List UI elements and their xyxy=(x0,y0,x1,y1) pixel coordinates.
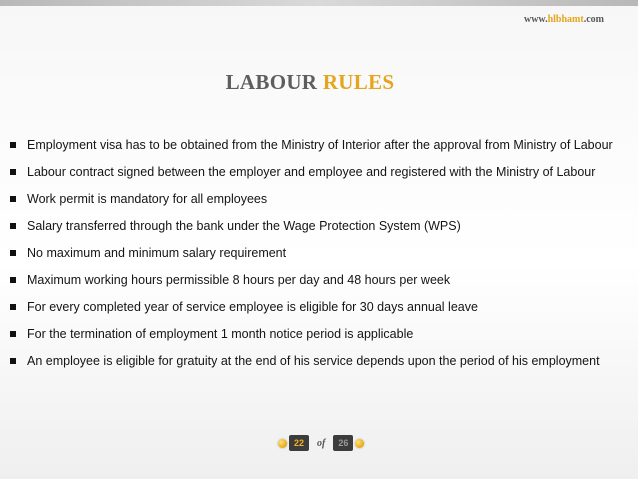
site-prefix: www. xyxy=(523,14,548,25)
bullet-item xyxy=(10,242,634,264)
bullet-item xyxy=(10,296,634,318)
bullet-text: Salary transferred through the bank under the Wage Protection System (WPS) xyxy=(27,219,461,233)
bullet-text: For the termination of employment 1 month notice period is applicable xyxy=(27,327,414,341)
bullet-text: Employment visa has to be obtained from the Ministry of Interior after the approval from Ministry of Labour xyxy=(27,138,613,152)
title-word-labour: LABOUR xyxy=(225,70,318,94)
bullet-square-icon xyxy=(10,277,16,283)
bullet-list xyxy=(10,134,634,377)
top-bar xyxy=(0,0,638,6)
bullet-item xyxy=(10,269,634,291)
bullet-square-icon xyxy=(10,169,16,175)
slide-title xyxy=(0,70,620,95)
bullet-square-icon xyxy=(10,223,16,229)
bullet-square-icon xyxy=(10,196,16,202)
bullet-text: Work permit is mandatory for all employees xyxy=(27,192,268,206)
slide-pager xyxy=(278,435,364,451)
current-slide-number: 22 xyxy=(289,435,309,451)
site-brand: hlbhamt xyxy=(547,14,584,25)
bullet-item xyxy=(10,323,634,345)
bullet-text: No maximum and minimum salary requirement xyxy=(27,246,287,260)
bullet-text: Maximum working hours permissible 8 hours per day and 48 hours per week xyxy=(27,273,451,287)
bullet-square-icon xyxy=(10,358,16,364)
title-word-rules: RULES xyxy=(322,70,395,94)
bullet-square-icon xyxy=(10,142,16,148)
bullet-item xyxy=(10,134,634,156)
total-slide-count: 26 xyxy=(333,435,353,451)
site-url xyxy=(524,14,604,25)
bullet-square-icon xyxy=(10,304,16,310)
bullet-square-icon xyxy=(10,250,16,256)
bullet-item xyxy=(10,350,634,372)
bullet-text: An employee is eligible for gratuity at the end of his service depends upon the period of his employment xyxy=(27,354,600,368)
pager-of-label: of xyxy=(317,437,326,449)
bullet-text: Labour contract signed between the employer and employee and registered with the Ministry of Labour xyxy=(27,165,596,179)
bullet-square-icon xyxy=(10,331,16,337)
bullet-item xyxy=(10,161,634,183)
bullet-item xyxy=(10,215,634,237)
next-slide-icon[interactable] xyxy=(355,439,364,448)
bullet-text: For every completed year of service employee is eligible for 30 days annual leave xyxy=(27,300,478,314)
site-suffix: .com xyxy=(583,14,604,25)
bullet-item xyxy=(10,188,634,210)
prev-slide-icon[interactable] xyxy=(278,439,287,448)
